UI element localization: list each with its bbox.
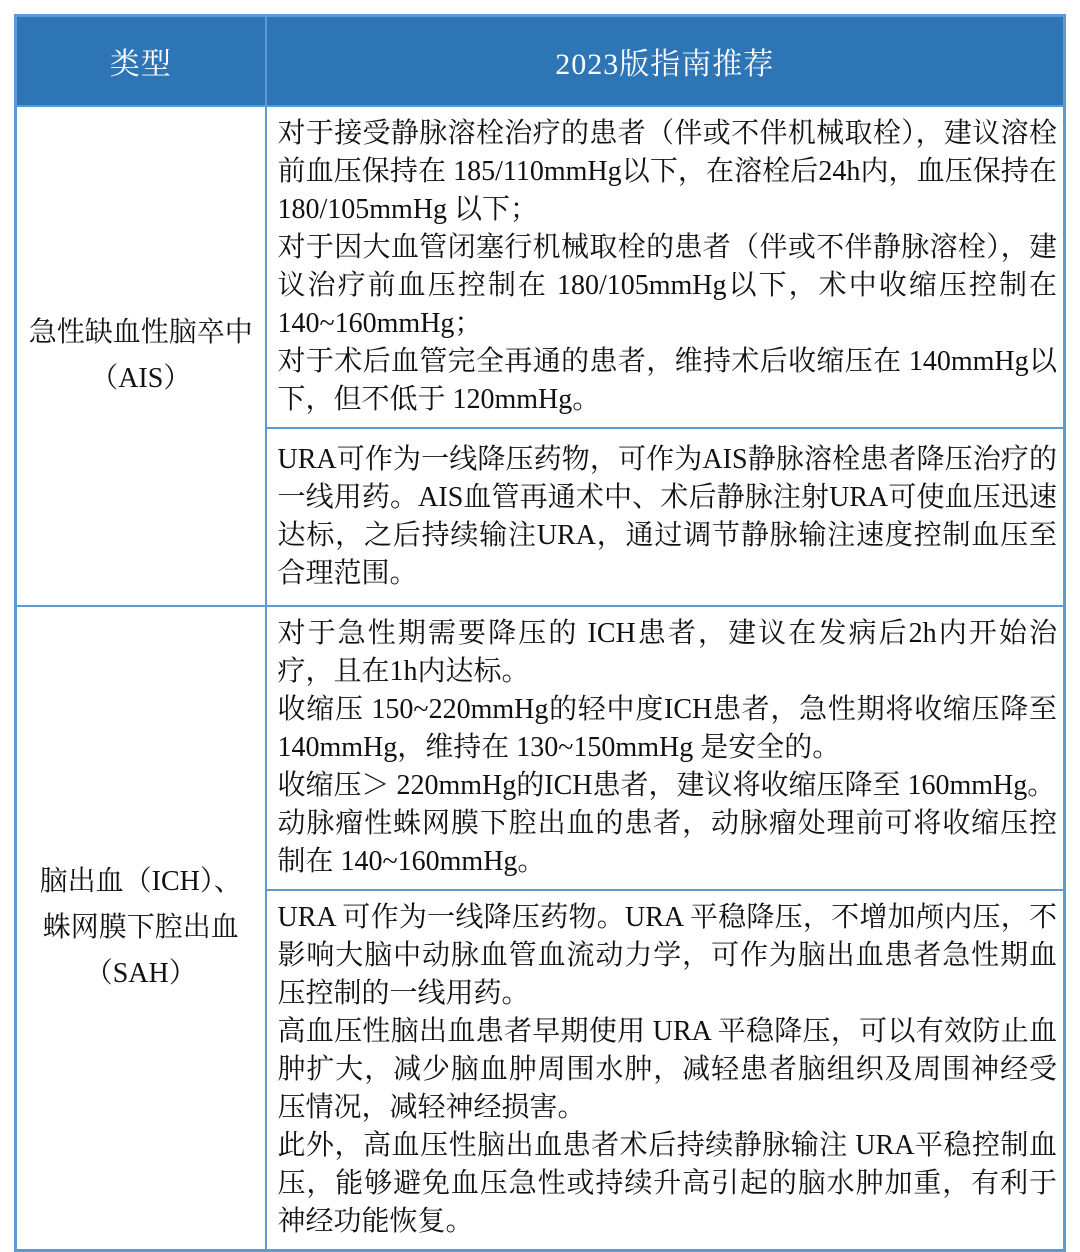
table-row [16,106,1065,428]
ich-ura-cell [266,890,1065,1251]
header-cell-recommendation: 2023版指南推荐 [266,16,1065,107]
type-line: 脑出血（ICH）、 [39,866,242,897]
paragraph: URA 可作为一线降压药物。URA 平稳降压，不增加颅内压，不影响大脑中动脉血管血流动力学，可作为脑出血患者急性期血压控制的一线用药。 [277,902,1057,1009]
ais-bp-target-cell [266,106,1065,428]
ich-sah-type-cell [16,606,266,1251]
type-line: （AIS） [90,363,192,394]
paragraph: 对于急性期需要降压的 ICH患者，建议在发病后2h内开始治疗，且在1h内达标。 [277,618,1057,687]
paragraph: 收缩压 150~220mmHg的轻中度ICH患者，急性期将收缩压降至140mmHg，维持在 130~150mmHg 是安全的。 [277,694,1057,763]
type-line: （SAH） [84,958,197,989]
ais-type-cell [16,106,266,606]
paragraph: 收缩压＞ 220mmHg的ICH患者，建议将收缩压降至 160mmHg。 [277,770,1056,801]
guideline-table-container [14,14,1066,1252]
paragraph: 此外，高血压性脑出血患者术后持续静脉输注 URA平稳控制血压，能够避免血压急性或持续升高引起的脑水肿加重，有利于神经功能恢复。 [277,1130,1057,1237]
type-line: 蛛网膜下腔出血 [42,912,239,943]
header-cell-type: 类型 [16,16,266,107]
ais-ura-cell [266,428,1065,606]
type-line: 急性缺血性脑卒中 [28,317,253,348]
paragraph: 对于因大血管闭塞行机械取栓的患者（伴或不伴静脉溶栓），建议治疗前血压控制在 180/105mmHg以下，术中收缩压控制在 140~160mmHg； [277,232,1057,339]
table-row [16,606,1065,890]
header-row [16,16,1065,107]
paragraph: 对于术后血管完全再通的患者，维持术后收缩压在 140mmHg以下，但不低于 120mmHg。 [277,346,1057,415]
paragraph: 对于接受静脉溶栓治疗的患者（伴或不伴机械取栓），建议溶栓前血压保持在 185/110mmHg以下，在溶栓后24h内，血压保持在 180/105mmHg 以下； [277,118,1057,225]
paragraph: 高血压性脑出血患者早期使用 URA 平稳降压，可以有效防止血肿扩大，减少脑血肿周围水肿，减轻患者脑组织及周围神经受压情况，减轻神经损害。 [277,1016,1057,1123]
guideline-table [14,14,1066,1252]
paragraph: 动脉瘤性蛛网膜下腔出血的患者，动脉瘤处理前可将收缩压控制在 140~160mmHg。 [277,808,1057,877]
ich-bp-target-cell [266,606,1065,890]
paragraph: URA可作为一线降压药物，可作为AIS静脉溶栓患者降压治疗的一线用药。AIS血管再通术中、术后静脉注射URA可使血压迅速达标，之后持续输注URA，通过调节静脉输注速度控制血压至合理范围。 [277,444,1057,589]
